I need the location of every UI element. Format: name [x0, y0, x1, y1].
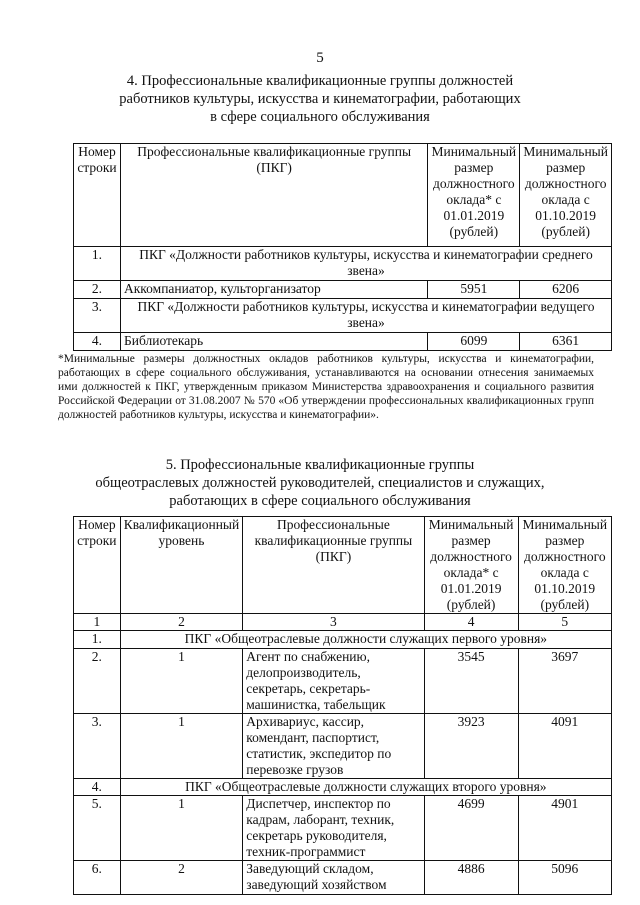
page-number: 5	[316, 50, 324, 66]
row-salary-2: 6206	[520, 281, 612, 299]
table-row	[74, 281, 612, 299]
row-salary-2: 4901	[518, 796, 611, 861]
row-salary-2: 3697	[518, 649, 611, 714]
row-num: 4.	[74, 779, 121, 796]
table-header-row	[74, 517, 612, 614]
table-header-row	[74, 144, 612, 247]
row-position: Библиотекарь	[120, 333, 427, 351]
column-number-row	[74, 614, 612, 631]
header-salary-2019-10: Минимальный размер должностного оклада с 01.10.2019 (рублей)	[520, 144, 612, 247]
col-number: 2	[120, 614, 243, 631]
row-level: 2	[120, 861, 243, 895]
col-number: 5	[518, 614, 611, 631]
row-position: Аккомпаниатор, культорганизатор	[120, 281, 427, 299]
row-salary-1: 3923	[424, 714, 518, 779]
table-row	[74, 861, 612, 895]
row-num: 3.	[74, 714, 121, 779]
header-salary-2019-01: Минимальный размер должностного оклада* с 01.01.2019 (рублей)	[424, 517, 518, 614]
header-salary-2019-10: Минимальный размер должностного оклада с 01.10.2019 (рублей)	[518, 517, 611, 614]
row-salary-2: 4091	[518, 714, 611, 779]
row-num: 6.	[74, 861, 121, 895]
section-4-title-line: в сфере социального обслуживания	[210, 109, 430, 125]
header-pkg: Профессиональные квалификационные группы (ПКГ)	[243, 517, 424, 614]
row-position: Архивариус, кассир, комендант, паспортист, статистик, экспедитор по перевозке грузов	[243, 714, 424, 779]
row-num: 1.	[74, 631, 121, 649]
section-4-title	[60, 72, 580, 126]
section-4-title-line: работников культуры, искусства и кинематографии, работающих	[119, 91, 521, 107]
header-level: Квалификационный уровень	[120, 517, 243, 614]
footnote: *Минимальные размеры должностных окладов работников культуры, искусства и кинематографии, работающих в сфере социального обслуживания, устанавливаются на основании отнесения занимаемых ими должностей к ПКГ, утвержденным приказом Министерства здравоохранения и социального развития Российской Федерации от 31.08.2007 № 570 «Об утверждении профессиональных квалификационных групп должностей работников культуры, искусства и кинематографии».	[58, 353, 594, 421]
row-position: Диспетчер, инспектор по кадрам, лаборант, техник, секретарь руководителя, техник-программист	[243, 796, 424, 861]
row-level: 1	[120, 714, 243, 779]
row-salary-2: 5096	[518, 861, 611, 895]
col-number: 1	[74, 614, 121, 631]
row-salary-1: 6099	[428, 333, 520, 351]
table-row	[74, 299, 612, 333]
row-level: 1	[120, 649, 243, 714]
row-group-title: ПКГ «Должности работников культуры, искусства и кинематографии ведущего звена»	[120, 299, 611, 333]
row-position: Заведующий складом, заведующий хозяйством	[243, 861, 424, 895]
row-group-title: ПКГ «Общеотраслевые должности служащих первого уровня»	[120, 631, 611, 649]
row-salary-1: 4699	[424, 796, 518, 861]
section-5-title-line: общеотраслевых должностей руководителей, специалистов и служащих,	[95, 475, 545, 491]
row-group-title: ПКГ «Общеотраслевые должности служащих второго уровня»	[120, 779, 611, 796]
col-number: 3	[243, 614, 424, 631]
table-row	[74, 247, 612, 281]
row-salary-1: 3545	[424, 649, 518, 714]
row-num: 5.	[74, 796, 121, 861]
section-5-title-line: работающих в сфере социального обслуживания	[169, 493, 471, 509]
row-num: 3.	[74, 299, 121, 333]
section-5-title	[60, 456, 580, 510]
row-level: 1	[120, 796, 243, 861]
header-num: Номер строки	[74, 144, 121, 247]
row-num: 2.	[74, 281, 121, 299]
table-row	[74, 631, 612, 649]
table-row	[74, 779, 612, 796]
row-position: Агент по снабжению, делопроизводитель, секретарь, секретарь-машинистка, табельщик	[243, 649, 424, 714]
row-num: 1.	[74, 247, 121, 281]
section-4-title-line: 4. Профессиональные квалификационные группы должностей	[126, 73, 514, 89]
table-section-4	[73, 143, 612, 351]
header-pkg: Профессиональные квалификационные группы (ПКГ)	[120, 144, 427, 247]
table-row	[74, 796, 612, 861]
row-num: 4.	[74, 333, 121, 351]
header-salary-2019-01: Минимальный размер должностного оклада* с 01.01.2019 (рублей)	[428, 144, 520, 247]
col-number: 4	[424, 614, 518, 631]
table-section-5	[73, 516, 612, 895]
row-salary-1: 4886	[424, 861, 518, 895]
row-num: 2.	[74, 649, 121, 714]
table-row	[74, 333, 612, 351]
section-5-title-line: 5. Профессиональные квалификационные группы	[165, 457, 475, 473]
table-row	[74, 714, 612, 779]
row-group-title: ПКГ «Должности работников культуры, искусства и кинематографии среднего звена»	[120, 247, 611, 281]
header-num: Номер строки	[74, 517, 121, 614]
row-salary-2: 6361	[520, 333, 612, 351]
table-row	[74, 649, 612, 714]
row-salary-1: 5951	[428, 281, 520, 299]
